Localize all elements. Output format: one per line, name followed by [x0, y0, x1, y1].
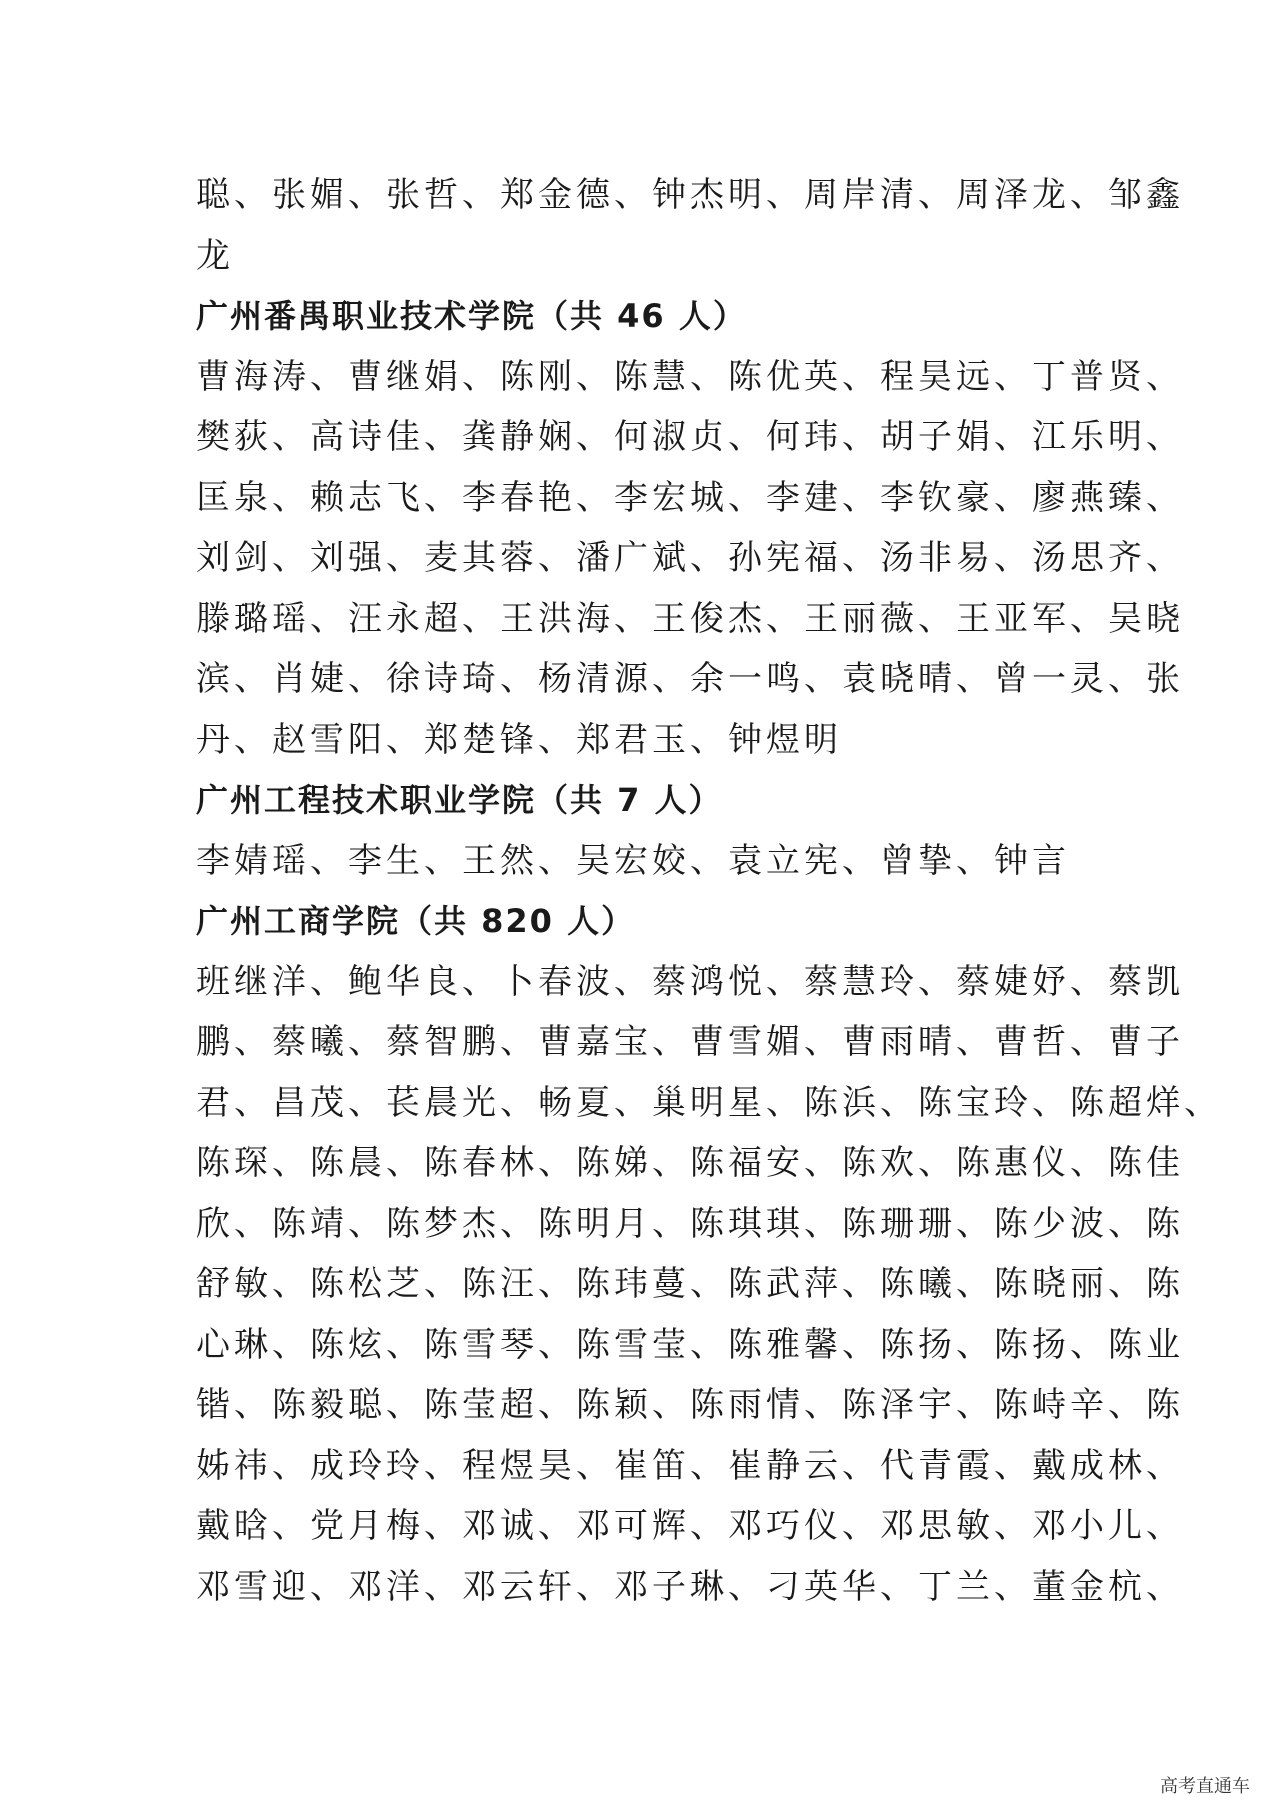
text-line: 滕璐瑶、汪永超、王洪海、王俊杰、王丽薇、王亚军、吴晓 [196, 598, 1184, 639]
text-line: 匡泉、赖志飞、李春艳、李宏城、李建、李钦豪、廖燕臻、 [196, 477, 1184, 518]
watermark: 高考直通车 [1160, 1776, 1250, 1797]
text-line: 樊荻、高诗佳、龚静娴、何淑贞、何玮、胡子娟、江乐明、 [196, 417, 1184, 457]
section-heading-business: 广州工商学院（共 820 人） [196, 902, 636, 940]
document-body [196, 165, 1222, 1617]
text-line: 锴、陈毅聪、陈莹超、陈颖、陈雨情、陈泽宇、陈峙辛、陈 [196, 1385, 1184, 1425]
section-heading-engineering: 广州工程技术职业学院（共 7 人） [196, 781, 723, 819]
text-line: 聪、张媚、张哲、郑金德、钟杰明、周岸清、周泽龙、邹鑫 [196, 175, 1184, 215]
text-line: 舒敏、陈松芝、陈汪、陈玮蔓、陈武萍、陈曦、陈晓丽、陈 [196, 1264, 1184, 1304]
text-line: 戴晗、党月梅、邓诚、邓可辉、邓巧仪、邓思敏、邓小儿、 [196, 1506, 1184, 1546]
text-line: 鹏、蔡曦、蔡智鹏、曹嘉宝、曹雪媚、曹雨晴、曹哲、曹子 [196, 1022, 1184, 1062]
text-line: 欣、陈靖、陈梦杰、陈明月、陈琪琪、陈珊珊、陈少波、陈 [196, 1203, 1184, 1244]
text-line: 丹、赵雪阳、郑楚锋、郑君玉、钟煜明 [196, 719, 842, 760]
text-line: 君、昌茂、苌晨光、畅夏、巢明星、陈浜、陈宝玲、陈超烊、 [196, 1082, 1222, 1123]
text-line: 心琳、陈炫、陈雪琴、陈雪莹、陈雅馨、陈扬、陈扬、陈业 [196, 1324, 1184, 1365]
text-line: 李婧瑶、李生、王然、吴宏姣、袁立宪、曾挚、钟言 [196, 840, 1070, 881]
text-line: 曹海涛、曹继娟、陈刚、陈慧、陈优英、程昊远、丁普贤、 [196, 356, 1184, 397]
text-line: 龙 [196, 235, 234, 276]
text-line: 班继洋、鲍华良、卜春波、蔡鸿悦、蔡慧玲、蔡婕妤、蔡凯 [196, 961, 1184, 1002]
section-heading-panyu: 广州番禺职业技术学院（共 46 人） [196, 297, 747, 335]
text-line: 刘剑、刘强、麦其蓉、潘广斌、孙宪福、汤非易、汤思齐、 [196, 538, 1184, 578]
text-line: 陈琛、陈晨、陈春林、陈娣、陈福安、陈欢、陈惠仪、陈佳 [196, 1143, 1184, 1183]
text-line: 滨、肖婕、徐诗琦、杨清源、余一鸣、袁晓晴、曾一灵、张 [196, 659, 1184, 699]
text-line: 邓雪迎、邓洋、邓云轩、邓子琳、刁英华、丁兰、董金杭、 [196, 1566, 1184, 1607]
text-line: 姊祎、成玲玲、程煜昊、崔笛、崔静云、代青霞、戴成林、 [196, 1445, 1184, 1486]
